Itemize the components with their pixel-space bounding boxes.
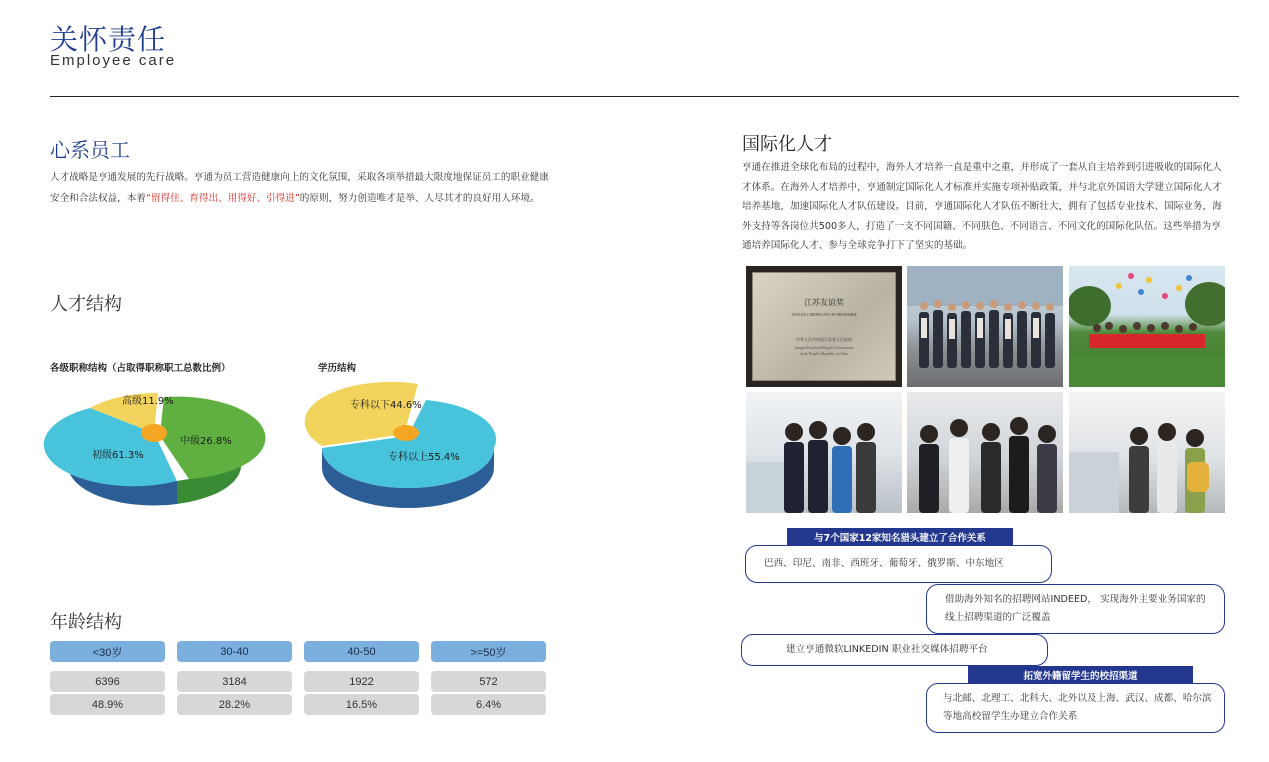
pie-label-above: 专科以上55.4% [388,452,460,463]
plaque-title: 江苏友谊奖 [804,298,844,307]
students-illustration [1069,392,1225,513]
bubble-indeed: 借助海外知名的招聘网站INDEED， 实现海外主要业务国家的线上招聘渠道的广泛覆盖 [926,584,1225,634]
banner-headhunter: 与7个国家12家知名猎头建立了合作关系 [787,528,1013,546]
photo-students-exhibition-3 [1069,392,1225,513]
age-count: 1922 [304,671,419,692]
age-count: 572 [431,671,546,692]
plaque-issuer-en: of the People's Republic of China [799,352,849,356]
group-people-illustration [907,266,1063,387]
photo-group-building [907,266,1063,387]
intl-title: 国际化人才 [742,134,832,155]
care-intro [50,167,550,209]
pie-label-middle: 中级26.8% [180,436,232,447]
photo-outdoor-event [1069,266,1225,387]
plaque-issuer-en: Jiangsu Provincial People's Government [794,346,854,350]
photo-students-exhibition-1 [746,392,902,513]
award-plaque [752,272,896,381]
pie-label-senior: 高级11.9% [122,396,174,407]
structure-title: 人才结构 [50,294,122,315]
header-divider [50,96,1239,97]
pie-chart-rank [60,378,250,513]
pie-slice-junior [44,408,177,486]
age-group-header: >=50岁 [431,641,546,662]
students-illustration [907,392,1063,513]
care-intro-text: 人才战略是亨通发展的先行战略。亨通为员工营造健康向上的文化氛围，采取各项举措最大限度地保证员工的职业健康安全和合法权益，本着 [50,172,549,204]
age-group-header: 30-40 [177,641,292,662]
plaque-subtitle: JIANGSU CERTIFICATE OF FRIENDSHIP [791,313,857,317]
students-illustration [746,392,902,513]
age-group-header: <30岁 [50,641,165,662]
plaque-issuer: 中华人民共和国江苏省人民政府 [796,337,852,342]
age-group-header: 40-50 [304,641,419,662]
pie-chart-education [318,380,508,512]
age-percent: 48.9% [50,694,165,715]
outdoor-event-illustration [1069,266,1225,387]
age-count: 6396 [50,671,165,692]
bubble-universities: 与北邮、北理工、北科大、北外以及上海、武汉、成都、哈尔滨等地高校留学生办建立合作关系 [926,683,1225,733]
age-percent: 16.5% [304,694,419,715]
age-title: 年龄结构 [50,612,122,633]
care-intro-highlight: “留得住、育得出、用得好、引得进” [145,193,300,204]
care-intro-text-end: 的原则，努力创造唯才是举、人尽其才的良好用人环境。 [299,193,540,204]
care-title: 心系员工 [50,138,130,162]
photo-students-exhibition-2 [907,392,1063,513]
bubble-linkedin: 建立亨通微软LINKEDIN 职业社交媒体招聘平台 [741,634,1048,666]
pie-center-hole [141,424,167,442]
age-percent: 6.4% [431,694,546,715]
age-percent: 28.2% [177,694,292,715]
chart-title-education: 学历结构 [318,363,357,374]
pie-center-hole [393,425,419,441]
bubble-countries: 巴西、印尼、南非、西班牙、葡萄牙、俄罗斯、中东地区 [745,545,1052,583]
age-count: 3184 [177,671,292,692]
page-subtitle: Employee care [50,52,177,69]
photo-friendship-award [746,266,902,387]
intl-text: 亨通在推进全球化布局的过程中，海外人才培养一直是重中之重，并形成了一套从自主培养到引进吸收的国际化人才体系。在海外人才培养中，亨通制定国际化人才标准并实施专项补贴政策，并与北京外国语大学建立国际化人才培养基地，加速国际化人才队伍建设。目前，亨通国际化人才队伍不断壮大，拥有了包括专业技术、国际业务，海外支持等各岗位共500多人，打造了一支不同国籍、不同肤色、不同语言、不同文化的国际化队伍。这些举措为亨通培养国际化人才、参与全球竞争打下了坚实的基础。 [742,162,1222,251]
pie-label-below: 专科以下44.6% [350,400,422,411]
page-title: 关怀责任 [50,23,167,56]
pie-label-junior: 初级61.3% [92,450,144,461]
banner-campus: 拓宽外籍留学生的校招渠道 [968,666,1193,684]
chart-title-rank: 各级职称结构（占取得职称职工总数比例） [50,363,231,374]
